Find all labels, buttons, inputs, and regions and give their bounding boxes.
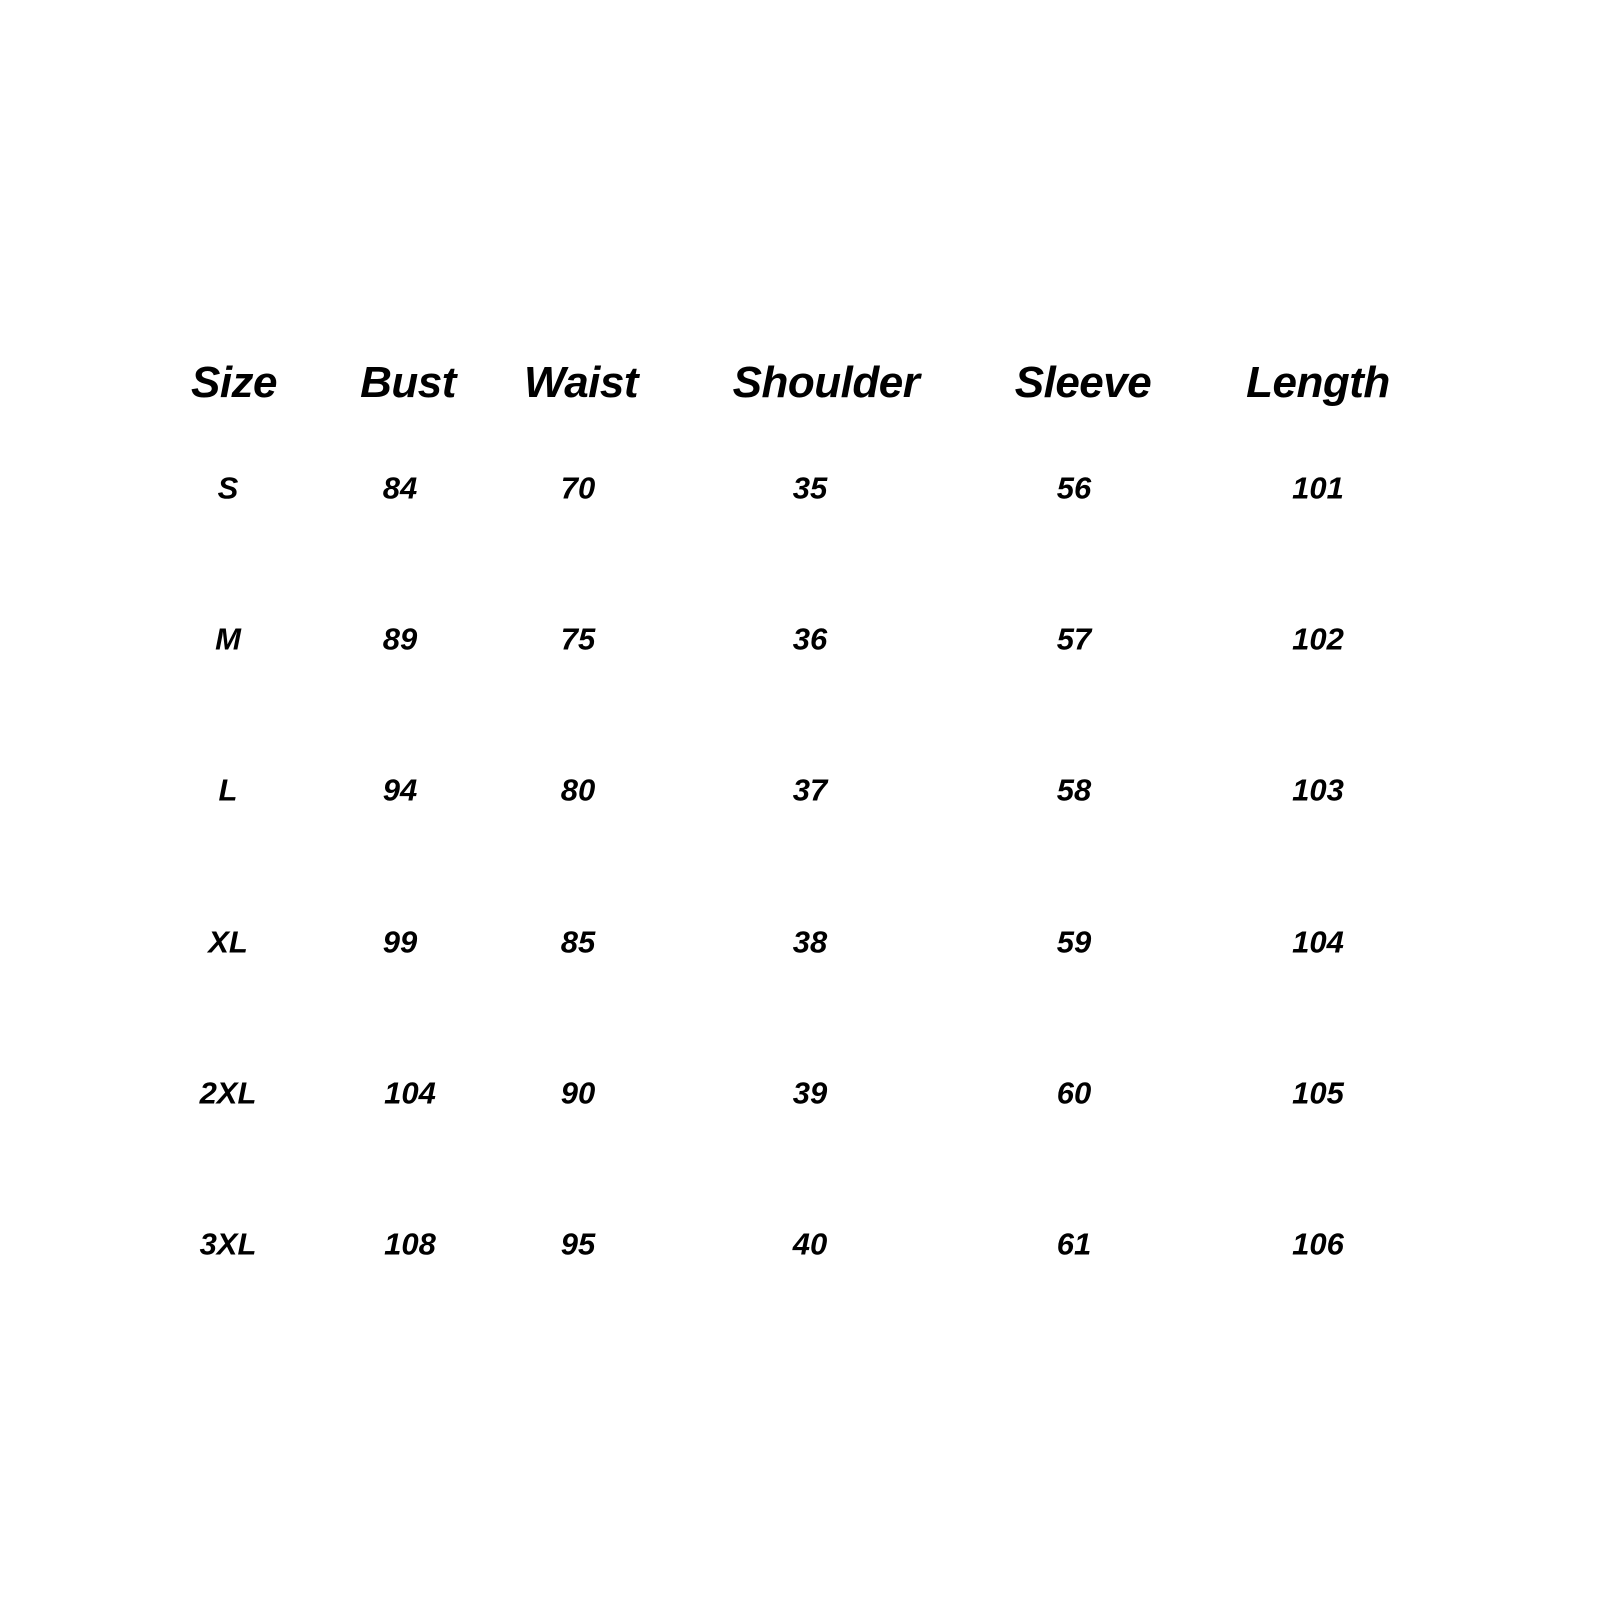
row-l-bust: 94 xyxy=(382,772,418,808)
row-xl-shoulder: 38 xyxy=(792,924,828,960)
header-bust: Bust xyxy=(360,358,456,407)
header-size: Size xyxy=(190,358,278,407)
row-2xl-size: 2XL xyxy=(199,1075,257,1111)
row-m-sleeve: 57 xyxy=(1056,621,1092,657)
row-xl-waist: 85 xyxy=(560,924,596,960)
row-2xl-sleeve: 60 xyxy=(1056,1075,1092,1111)
row-s-length: 101 xyxy=(1292,470,1344,506)
row-m-shoulder: 36 xyxy=(792,621,828,657)
row-m-size: M xyxy=(215,621,241,657)
row-l-waist: 80 xyxy=(560,772,596,808)
row-2xl-length: 105 xyxy=(1292,1075,1344,1111)
header-waist: Waist xyxy=(523,358,639,407)
row-3xl-bust: 108 xyxy=(384,1226,436,1262)
row-3xl-sleeve: 61 xyxy=(1056,1226,1092,1262)
row-m-waist: 75 xyxy=(560,621,596,657)
row-s-sleeve: 56 xyxy=(1056,470,1092,506)
row-s-bust: 84 xyxy=(382,470,418,506)
row-3xl-shoulder: 40 xyxy=(792,1226,828,1262)
row-xl-size: XL xyxy=(208,924,248,960)
row-m-length: 102 xyxy=(1292,621,1344,657)
header-sleeve: Sleeve xyxy=(1014,358,1152,407)
row-3xl-waist: 95 xyxy=(560,1226,596,1262)
header-shoulder: Shoulder xyxy=(732,358,920,407)
row-l-shoulder: 37 xyxy=(792,772,828,808)
row-l-length: 103 xyxy=(1292,772,1344,808)
row-xl-bust: 99 xyxy=(382,924,418,960)
row-3xl-length: 106 xyxy=(1292,1226,1344,1262)
row-l-size: L xyxy=(218,772,238,808)
row-xl-sleeve: 59 xyxy=(1056,924,1092,960)
row-s-waist: 70 xyxy=(560,470,596,506)
row-s-shoulder: 35 xyxy=(792,470,828,506)
row-2xl-waist: 90 xyxy=(560,1075,596,1111)
row-2xl-bust: 104 xyxy=(384,1075,436,1111)
row-m-bust: 89 xyxy=(382,621,418,657)
header-length: Length xyxy=(1246,358,1390,407)
row-3xl-size: 3XL xyxy=(199,1226,257,1262)
row-l-sleeve: 58 xyxy=(1056,772,1092,808)
row-2xl-shoulder: 39 xyxy=(792,1075,828,1111)
row-xl-length: 104 xyxy=(1292,924,1344,960)
row-s-size: S xyxy=(217,470,239,506)
